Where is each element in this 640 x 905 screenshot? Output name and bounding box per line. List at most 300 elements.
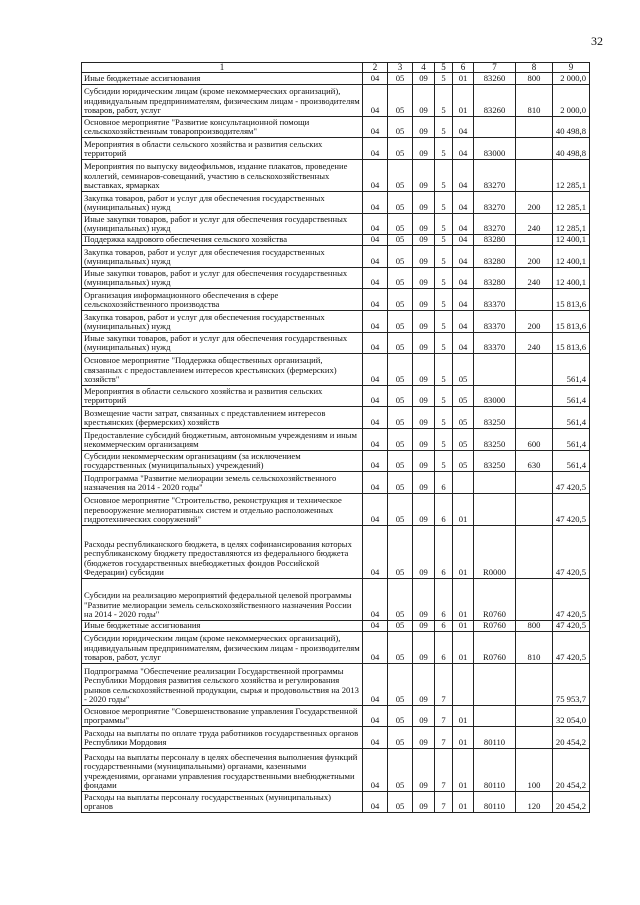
amount-cell: 2 000,0 (553, 73, 590, 85)
table-row (82, 749, 590, 792)
table-row (82, 160, 590, 192)
table-row (82, 472, 590, 494)
table-row (82, 138, 590, 160)
code-cell: 83000 (474, 138, 516, 160)
row-name: Организация информационного обеспечения в сфере сельскохозяйственного производства (82, 289, 363, 311)
code-cell: 04 (363, 117, 388, 138)
code-cell: 09 (413, 792, 435, 813)
code-cell: 600 (516, 429, 553, 451)
amount-cell: 12 400,1 (553, 268, 590, 289)
code-cell: 05 (388, 632, 413, 664)
amount-cell: 15 813,6 (553, 289, 590, 311)
amount-cell: 47 420,5 (553, 621, 590, 632)
row-name: Основное мероприятие "Поддержка общественных организаций, связанных с предоставлением интересов крестьянских (фермерских) хозяйств" (82, 354, 363, 386)
table-row (82, 727, 590, 749)
code-cell: 5 (435, 192, 453, 214)
table-row (82, 451, 590, 472)
code-cell (516, 472, 553, 494)
code-cell (453, 664, 474, 706)
code-cell: 83370 (474, 333, 516, 354)
code-cell: 120 (516, 792, 553, 813)
row-name: Подпрограмма "Развитие мелиорации земель сельскохозяйственного назначения на 2014 - 2020 годы" (82, 472, 363, 494)
code-cell: 04 (363, 792, 388, 813)
code-cell: 09 (413, 160, 435, 192)
code-cell (516, 235, 553, 246)
row-name: Иные закупки товаров, работ и услуг для обеспечения государственных (муниципальных) нужд (82, 333, 363, 354)
amount-cell: 40 498,8 (553, 117, 590, 138)
table-row (82, 664, 590, 706)
code-cell: 5 (435, 386, 453, 407)
table-row (82, 579, 590, 621)
row-name: Расходы на выплаты персоналу в целях обеспечения выполнения функций государственными (муниципальными) органами, казенными учреждениями, органами управления государственными внебюджетными фондами (82, 749, 363, 792)
code-cell (474, 664, 516, 706)
code-cell: 05 (388, 246, 413, 268)
code-cell: 09 (413, 664, 435, 706)
row-name: Подпрограмма "Обеспечение реализации Государственной программы Республики Мордовия развития сельского хозяйства и регулирования рынков сельскохозяйственной продукции, сырья и продовольствия на 2013 - 2020 годы" (82, 664, 363, 706)
code-cell: 630 (516, 451, 553, 472)
code-cell: 04 (363, 621, 388, 632)
code-cell: 83370 (474, 311, 516, 333)
code-cell: 05 (388, 73, 413, 85)
code-cell: 5 (435, 246, 453, 268)
code-cell: 5 (435, 214, 453, 235)
code-cell: 04 (363, 386, 388, 407)
code-cell: 04 (363, 632, 388, 664)
row-name: Субсидии на реализацию мероприятий федеральной целевой программы "Развитие мелиорации земель сельскохозяйственного назначения России на 2014 - 2020 годы" (82, 579, 363, 621)
amount-cell: 12 400,1 (553, 235, 590, 246)
row-name: Иные бюджетные ассигнования (82, 621, 363, 632)
code-cell: 83280 (474, 246, 516, 268)
code-cell: 83250 (474, 451, 516, 472)
code-cell: 04 (363, 451, 388, 472)
amount-cell: 12 285,1 (553, 214, 590, 235)
code-cell: 7 (435, 706, 453, 727)
code-cell: 5 (435, 160, 453, 192)
amount-cell: 47 420,5 (553, 526, 590, 579)
table-row (82, 235, 590, 246)
code-cell: 09 (413, 429, 435, 451)
code-cell: 04 (363, 160, 388, 192)
code-cell: 83270 (474, 160, 516, 192)
code-cell: 01 (453, 706, 474, 727)
code-cell: 5 (435, 289, 453, 311)
code-cell: 04 (453, 192, 474, 214)
code-cell: 83280 (474, 268, 516, 289)
code-cell: 09 (413, 268, 435, 289)
amount-cell: 47 420,5 (553, 472, 590, 494)
code-cell: 05 (388, 160, 413, 192)
row-name: Поддержка кадрового обеспечения сельского хозяйства (82, 235, 363, 246)
code-cell: 05 (388, 429, 413, 451)
code-cell: 04 (363, 429, 388, 451)
code-cell: 09 (413, 451, 435, 472)
code-cell: 04 (363, 214, 388, 235)
code-cell: 01 (453, 632, 474, 664)
header-cell: 6 (453, 63, 474, 73)
code-cell: 04 (363, 494, 388, 526)
code-cell: 6 (435, 526, 453, 579)
amount-cell: 561,4 (553, 407, 590, 429)
code-cell: 240 (516, 268, 553, 289)
code-cell: 09 (413, 73, 435, 85)
code-cell: 6 (435, 621, 453, 632)
header-cell: 9 (553, 63, 590, 73)
code-cell: 09 (413, 354, 435, 386)
code-cell: 05 (388, 138, 413, 160)
code-cell: 09 (413, 632, 435, 664)
code-cell: 05 (453, 354, 474, 386)
code-cell: 09 (413, 579, 435, 621)
table-row (82, 246, 590, 268)
row-name: Расходы республиканского бюджета, в целях софинансирования которых республиканскому бюджету предоставляются из федерального бюджета (бюджетов государственных внебюджетных фондов Российской Федерации) субсидии (82, 526, 363, 579)
header-cell: 1 (82, 63, 363, 73)
code-cell: 810 (516, 632, 553, 664)
code-cell: 83250 (474, 429, 516, 451)
code-cell: 01 (453, 749, 474, 792)
code-cell: 05 (388, 333, 413, 354)
page-number: 32 (591, 34, 603, 48)
table-row (82, 214, 590, 235)
code-cell: 83250 (474, 407, 516, 429)
code-cell: 05 (388, 526, 413, 579)
amount-cell: 12 285,1 (553, 192, 590, 214)
code-cell: 5 (435, 73, 453, 85)
code-cell: 05 (388, 311, 413, 333)
code-cell: 05 (453, 429, 474, 451)
table-row (82, 333, 590, 354)
code-cell: 6 (435, 472, 453, 494)
code-cell: 6 (435, 494, 453, 526)
code-cell: 83260 (474, 85, 516, 117)
row-name: Основное мероприятие "Развитие консультационной помощи сельскохозяйственным товаропроизводителям" (82, 117, 363, 138)
code-cell: 5 (435, 311, 453, 333)
code-cell: 200 (516, 311, 553, 333)
code-cell (474, 494, 516, 526)
code-cell: 5 (435, 407, 453, 429)
table-header-row (82, 63, 590, 73)
row-name: Закупка товаров, работ и услуг для обеспечения государственных (муниципальных) нужд (82, 311, 363, 333)
amount-cell: 47 420,5 (553, 494, 590, 526)
row-name: Расходы на выплаты персоналу государственных (муниципальных) органов (82, 792, 363, 813)
code-cell: 05 (388, 407, 413, 429)
code-cell (453, 472, 474, 494)
code-cell: 200 (516, 192, 553, 214)
code-cell: 7 (435, 727, 453, 749)
code-cell: 05 (388, 579, 413, 621)
code-cell: 05 (388, 289, 413, 311)
code-cell: 05 (388, 386, 413, 407)
code-cell (474, 706, 516, 727)
code-cell: 04 (363, 407, 388, 429)
amount-cell: 40 498,8 (553, 138, 590, 160)
row-name: Расходы на выплаты по оплате труда работников государственных органов Республики Мордовия (82, 727, 363, 749)
row-name: Субсидии юридическим лицам (кроме некоммерческих организаций), индивидуальным предпринимателям, физическим лицам - производителям товаров, работ, услуг (82, 632, 363, 664)
code-cell: 04 (363, 749, 388, 792)
code-cell: 09 (413, 235, 435, 246)
code-cell: 6 (435, 579, 453, 621)
code-cell: 05 (388, 494, 413, 526)
code-cell: 80110 (474, 749, 516, 792)
code-cell: R0760 (474, 579, 516, 621)
amount-cell: 20 454,2 (553, 792, 590, 813)
code-cell: 80110 (474, 727, 516, 749)
code-cell: 800 (516, 73, 553, 85)
code-cell: R0760 (474, 621, 516, 632)
table-row (82, 85, 590, 117)
code-cell: 05 (388, 706, 413, 727)
table-row (82, 621, 590, 632)
row-name: Мероприятия в области сельского хозяйства и развития сельских территорий (82, 386, 363, 407)
code-cell: 09 (413, 749, 435, 792)
code-cell: 04 (453, 160, 474, 192)
code-cell: 09 (413, 407, 435, 429)
code-cell: 5 (435, 268, 453, 289)
code-cell: 09 (413, 289, 435, 311)
code-cell: 7 (435, 664, 453, 706)
code-cell: 83370 (474, 289, 516, 311)
table-row (82, 632, 590, 664)
code-cell: 05 (388, 214, 413, 235)
code-cell: 04 (363, 354, 388, 386)
code-cell: 04 (363, 706, 388, 727)
amount-cell: 2 000,0 (553, 85, 590, 117)
amount-cell: 20 454,2 (553, 749, 590, 792)
code-cell: 04 (363, 85, 388, 117)
row-name: Предоставление субсидий бюджетным, автономным учреждениям и иным некоммерческим организациям (82, 429, 363, 451)
code-cell: 09 (413, 192, 435, 214)
code-cell: 800 (516, 621, 553, 632)
code-cell (516, 579, 553, 621)
amount-cell: 561,4 (553, 451, 590, 472)
code-cell (516, 354, 553, 386)
header-cell: 3 (388, 63, 413, 73)
table-row (82, 386, 590, 407)
code-cell (516, 494, 553, 526)
code-cell: 83270 (474, 192, 516, 214)
code-cell: 5 (435, 235, 453, 246)
code-cell (516, 664, 553, 706)
amount-cell: 561,4 (553, 429, 590, 451)
row-name: Закупка товаров, работ и услуг для обеспечения государственных (муниципальных) нужд (82, 192, 363, 214)
code-cell: 04 (363, 526, 388, 579)
code-cell (516, 727, 553, 749)
row-name: Иные закупки товаров, работ и услуг для обеспечения государственных (муниципальных) нужд (82, 268, 363, 289)
code-cell: 05 (388, 268, 413, 289)
code-cell: 05 (453, 386, 474, 407)
code-cell: 04 (363, 664, 388, 706)
code-cell (516, 386, 553, 407)
amount-cell: 47 420,5 (553, 579, 590, 621)
code-cell: 09 (413, 214, 435, 235)
code-cell: 05 (388, 235, 413, 246)
code-cell: 80110 (474, 792, 516, 813)
row-name: Мероприятия в области сельского хозяйства и развития сельских территорий (82, 138, 363, 160)
code-cell: 04 (363, 73, 388, 85)
code-cell: 7 (435, 792, 453, 813)
code-cell: 04 (453, 289, 474, 311)
code-cell: 04 (453, 246, 474, 268)
table-row (82, 706, 590, 727)
code-cell: 04 (453, 235, 474, 246)
code-cell: 05 (388, 749, 413, 792)
code-cell: 200 (516, 246, 553, 268)
code-cell (474, 354, 516, 386)
code-cell: 09 (413, 311, 435, 333)
code-cell (516, 117, 553, 138)
row-name: Субсидии юридическим лицам (кроме некоммерческих организаций), индивидуальным предпринимателям, физическим лицам - производителям товаров, работ, услуг (82, 85, 363, 117)
code-cell (474, 117, 516, 138)
code-cell: 05 (388, 117, 413, 138)
code-cell (516, 407, 553, 429)
code-cell: 01 (453, 621, 474, 632)
code-cell: 01 (453, 526, 474, 579)
code-cell: R0760 (474, 632, 516, 664)
budget-table (81, 62, 590, 813)
row-name: Возмещение части затрат, связанных с представлением интересов крестьянских (фермерских) хозяйств (82, 407, 363, 429)
row-name: Основное мероприятие "Совершенствование управления Государственной программы" (82, 706, 363, 727)
code-cell: 09 (413, 526, 435, 579)
code-cell: 04 (453, 311, 474, 333)
header-cell: 5 (435, 63, 453, 73)
code-cell: 04 (363, 727, 388, 749)
code-cell: 810 (516, 85, 553, 117)
code-cell: 09 (413, 472, 435, 494)
code-cell: 04 (453, 268, 474, 289)
code-cell: R0000 (474, 526, 516, 579)
table-row (82, 268, 590, 289)
code-cell: 240 (516, 333, 553, 354)
header-cell: 7 (474, 63, 516, 73)
code-cell: 100 (516, 749, 553, 792)
code-cell: 04 (453, 333, 474, 354)
code-cell: 04 (363, 138, 388, 160)
code-cell: 01 (453, 494, 474, 526)
row-name: Мероприятия по выпуску видеофильмов, издание плакатов, проведение коллегий, семинаров-совещаний, участию в сельскохозяйственных выставках, ярмарках (82, 160, 363, 192)
code-cell: 83000 (474, 386, 516, 407)
code-cell: 09 (413, 138, 435, 160)
table-row (82, 73, 590, 85)
code-cell: 05 (453, 451, 474, 472)
amount-cell: 561,4 (553, 354, 590, 386)
code-cell: 04 (363, 579, 388, 621)
table-row (82, 494, 590, 526)
code-cell: 04 (453, 138, 474, 160)
row-name: Основное мероприятие "Строительство, реконструкция и техническое перевооружение мелиоративных систем и отдельно расположенных гидротехнических сооружений" (82, 494, 363, 526)
code-cell: 04 (363, 472, 388, 494)
amount-cell: 12 400,1 (553, 246, 590, 268)
code-cell: 09 (413, 85, 435, 117)
code-cell: 09 (413, 333, 435, 354)
amount-cell: 75 953,7 (553, 664, 590, 706)
code-cell: 09 (413, 621, 435, 632)
table-row (82, 792, 590, 813)
code-cell: 240 (516, 214, 553, 235)
code-cell: 5 (435, 451, 453, 472)
code-cell: 5 (435, 333, 453, 354)
code-cell: 5 (435, 85, 453, 117)
code-cell: 05 (388, 472, 413, 494)
table-row (82, 526, 590, 579)
code-cell: 83270 (474, 214, 516, 235)
code-cell: 04 (363, 289, 388, 311)
code-cell: 04 (453, 117, 474, 138)
code-cell: 05 (388, 85, 413, 117)
row-name: Иные закупки товаров, работ и услуг для обеспечения государственных (муниципальных) нужд (82, 214, 363, 235)
amount-cell: 15 813,6 (553, 333, 590, 354)
amount-cell: 12 285,1 (553, 160, 590, 192)
table-row (82, 192, 590, 214)
code-cell: 83280 (474, 235, 516, 246)
code-cell: 09 (413, 706, 435, 727)
code-cell: 04 (363, 311, 388, 333)
code-cell: 6 (435, 632, 453, 664)
code-cell: 05 (453, 407, 474, 429)
code-cell: 01 (453, 73, 474, 85)
code-cell: 05 (388, 621, 413, 632)
amount-cell: 15 813,6 (553, 311, 590, 333)
code-cell (516, 138, 553, 160)
table-row (82, 289, 590, 311)
header-cell: 8 (516, 63, 553, 73)
code-cell: 01 (453, 727, 474, 749)
amount-cell: 20 454,2 (553, 727, 590, 749)
code-cell: 5 (435, 138, 453, 160)
header-cell: 2 (363, 63, 388, 73)
table-row (82, 117, 590, 138)
table-row (82, 311, 590, 333)
row-name: Иные бюджетные ассигнования (82, 73, 363, 85)
code-cell: 04 (453, 214, 474, 235)
amount-cell: 561,4 (553, 386, 590, 407)
code-cell: 5 (435, 117, 453, 138)
code-cell: 5 (435, 354, 453, 386)
table-row (82, 407, 590, 429)
code-cell (516, 706, 553, 727)
amount-cell: 47 420,5 (553, 632, 590, 664)
code-cell (474, 472, 516, 494)
code-cell: 83260 (474, 73, 516, 85)
code-cell: 05 (388, 451, 413, 472)
code-cell: 05 (388, 664, 413, 706)
code-cell: 04 (363, 246, 388, 268)
code-cell: 04 (363, 192, 388, 214)
table-row (82, 354, 590, 386)
code-cell: 09 (413, 386, 435, 407)
code-cell: 05 (388, 727, 413, 749)
row-name: Субсидии некоммерческим организациям (за исключением государственных (муниципальных) учреждений) (82, 451, 363, 472)
code-cell: 01 (453, 579, 474, 621)
code-cell: 09 (413, 246, 435, 268)
code-cell: 05 (388, 792, 413, 813)
code-cell: 04 (363, 268, 388, 289)
header-cell: 4 (413, 63, 435, 73)
row-name: Закупка товаров, работ и услуг для обеспечения государственных (муниципальных) нужд (82, 246, 363, 268)
code-cell: 09 (413, 727, 435, 749)
code-cell: 05 (388, 354, 413, 386)
table-row (82, 429, 590, 451)
code-cell: 04 (363, 235, 388, 246)
code-cell: 5 (435, 429, 453, 451)
code-cell: 09 (413, 117, 435, 138)
code-cell (516, 526, 553, 579)
code-cell: 05 (388, 192, 413, 214)
code-cell: 04 (363, 333, 388, 354)
code-cell: 01 (453, 792, 474, 813)
code-cell (516, 289, 553, 311)
code-cell: 09 (413, 494, 435, 526)
amount-cell: 32 054,0 (553, 706, 590, 727)
code-cell: 01 (453, 85, 474, 117)
